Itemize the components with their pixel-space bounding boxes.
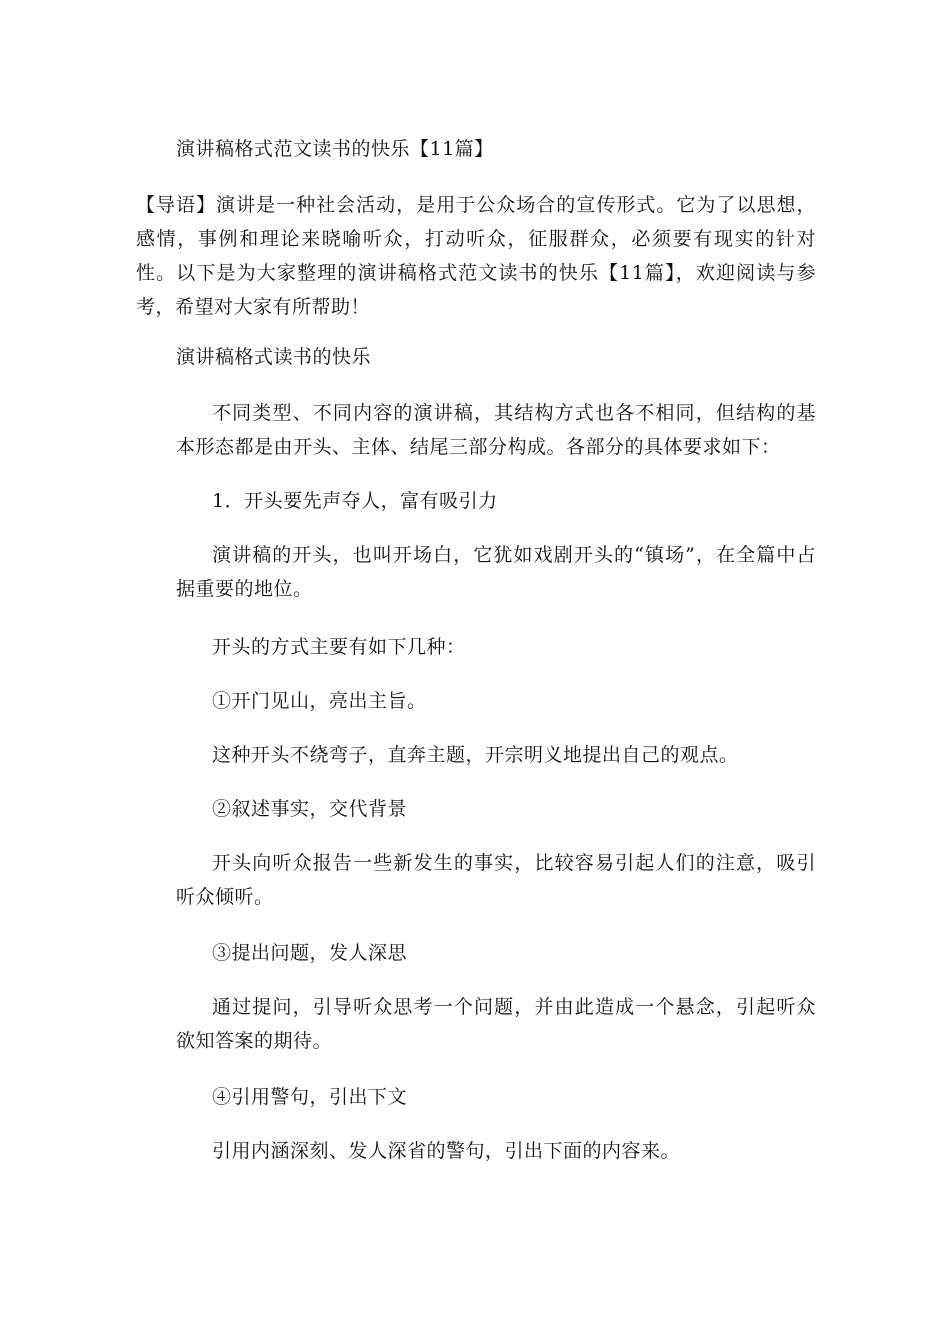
- list-item-1: ①开门见山，亮出主旨。: [212, 690, 427, 712]
- list-item-3: ③提出问题，发人深思: [212, 942, 408, 964]
- paragraph-item-1: 这种开头不绕弯子，直奔主题，开宗明义地提出自己的观点。: [212, 744, 739, 766]
- paragraph-methods: 开头的方式主要有如下几种：: [212, 636, 466, 658]
- list-item-4: ④引用警句，引出下文: [212, 1086, 408, 1108]
- heading-opening: 1．开头要先声夺人，富有吸引力: [212, 490, 498, 512]
- paragraph-opening: 演讲稿的开头，也叫开场白，它犹如戏剧开头的“镇场”，在全篇中占据重要的地位。: [176, 544, 816, 600]
- document-title: 演讲稿格式范文读书的快乐【11篇】: [176, 138, 494, 160]
- list-item-2: ②叙述事实，交代背景: [212, 798, 408, 820]
- paragraph-structure: 不同类型、不同内容的演讲稿，其结构方式也各不相同，但结构的基本形态都是由开头、主体、结尾三部分构成。各部分的具体要求如下：: [176, 402, 816, 458]
- section-title: 演讲稿格式读书的快乐: [176, 346, 372, 368]
- paragraph-item-2: 开头向听众报告一些新发生的事实，比较容易引起人们的注意，吸引听众倾听。: [176, 852, 816, 908]
- paragraph-item-3: 通过提问，引导听众思考一个问题，并由此造成一个悬念，引起听众欲知答案的期待。: [176, 996, 816, 1052]
- lead-paragraph: 【导语】演讲是一种社会活动，是用于公众场合的宣传形式。它为了以思想，感情，事例和理论来晓喻听众，打动听众，征服群众，必须要有现实的针对性。以下是为大家整理的演讲稿格式范文读书的快乐【11篇】，欢迎阅读与参考，希望对大家有所帮助！: [136, 194, 816, 318]
- paragraph-item-4: 引用内涵深刻、发人深省的警句，引出下面的内容来。: [212, 1140, 681, 1162]
